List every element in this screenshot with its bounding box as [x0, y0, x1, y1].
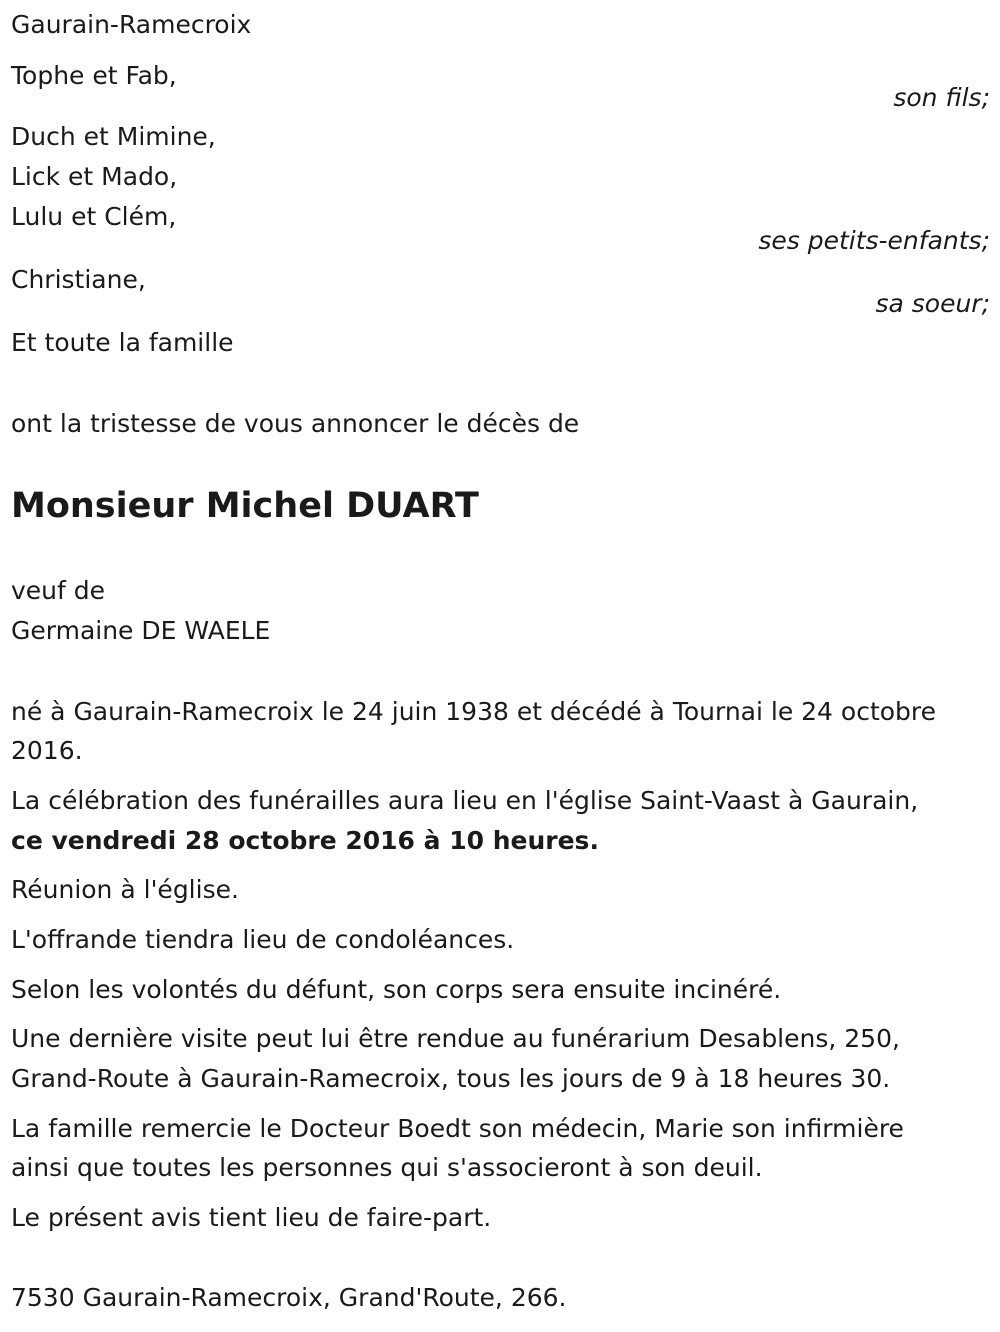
visit-line-1: Une dernière visite peut lui être rendue au funérarium Desablens, 250, [11, 1024, 900, 1053]
meeting-text: Réunion à l'église. [11, 875, 239, 904]
family-address: 7530 Gaurain-Ramecroix, Grand'Route, 266. [11, 1283, 567, 1312]
notice-text: Le présent avis tient lieu de faire-part. [11, 1203, 492, 1232]
deceased-name: Monsieur Michel DUART [11, 486, 479, 526]
birth-death-line-1: né à Gaurain-Ramecroix le 24 juin 1938 et décédé à Tournai le 24 octobre [11, 697, 937, 726]
offering-text: L'offrande tiendra lieu de condoléances. [11, 925, 515, 954]
funeral-line-1: La célébration des funérailles aura lieu en l'église Saint-Vaast à Gaurain, [11, 786, 919, 815]
grandchildren-role: ses petits-enfants; [758, 226, 990, 255]
grandchild-2: Lick et Mado, [11, 162, 178, 191]
birth-death-line-2: 2016. [11, 736, 83, 765]
town-heading: Gaurain-Ramecroix [11, 10, 252, 39]
son-name: Tophe et Fab, [11, 61, 177, 90]
thanks-line-2: ainsi que toutes les personnes qui s'associeront à son deuil. [11, 1153, 763, 1182]
grandchild-3: Lulu et Clém, [11, 202, 177, 231]
cremation-text: Selon les volontés du défunt, son corps sera ensuite incinéré. [11, 975, 782, 1004]
family-rest: Et toute la famille [11, 328, 234, 357]
widow-of-label: veuf de [11, 576, 106, 605]
funeral-date-time: ce vendredi 28 octobre 2016 à 10 heures. [11, 826, 599, 855]
son-role: son fils; [893, 83, 990, 112]
announcement-text: ont la tristesse de vous annoncer le décès de [11, 409, 580, 438]
sister-name: Christiane, [11, 265, 146, 294]
spouse-name: Germaine DE WAELE [11, 616, 271, 645]
thanks-line-1: La famille remercie le Docteur Boedt son médecin, Marie son infirmière [11, 1114, 904, 1143]
visit-line-2: Grand-Route à Gaurain-Ramecroix, tous les jours de 9 à 18 heures 30. [11, 1064, 891, 1093]
grandchild-1: Duch et Mimine, [11, 122, 216, 151]
sister-role: sa soeur; [875, 289, 990, 318]
